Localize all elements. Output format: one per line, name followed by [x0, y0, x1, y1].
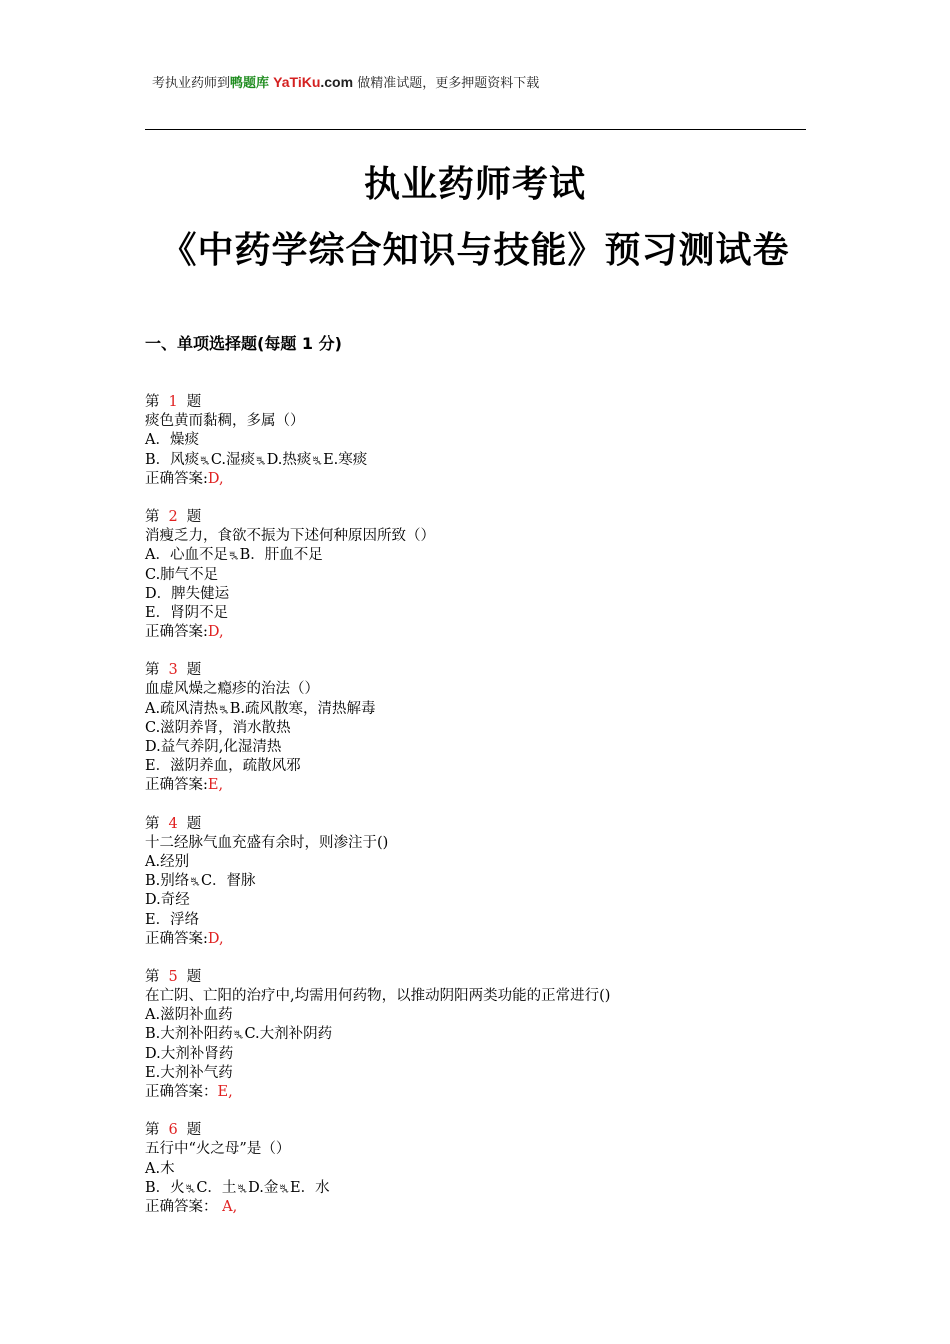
option-text: A．心血不足	[145, 547, 228, 564]
option-text: D.大剂补肾药	[145, 1045, 234, 1062]
option-text: B．火	[145, 1179, 185, 1196]
separator-glyph: ꔩ	[256, 455, 266, 467]
option-line	[145, 431, 825, 450]
option-text: E.寒痰	[323, 451, 368, 468]
question-number-line	[145, 661, 825, 680]
option-text: E.大剂补气药	[145, 1064, 233, 1081]
option-line	[145, 1064, 825, 1083]
brand-name-en[interactable]: YaTiKu	[273, 74, 321, 90]
option-line	[145, 1006, 825, 1025]
answer-value: E,	[217, 1084, 233, 1100]
brand-domain[interactable]: .com	[320, 74, 354, 90]
question-prefix: 第	[145, 662, 160, 679]
question-block	[145, 508, 825, 642]
answer-label: 正确答案:	[145, 624, 208, 641]
question-number: 2	[168, 508, 178, 525]
answer-value: D,	[207, 930, 224, 947]
answer-value: D,	[207, 470, 224, 487]
question-stem: 在亡阴、亡阳的治疗中,均需用何药物，以推动阴阳两类功能的正常进行()	[145, 988, 611, 1005]
question-list	[145, 393, 825, 1236]
question-number-line	[145, 815, 825, 834]
answer-value: A,	[217, 1198, 238, 1215]
answer-value: E,	[207, 777, 224, 794]
separator-glyph: ꔩ	[185, 1183, 196, 1195]
option-text: C.湿痰	[210, 451, 256, 468]
option-text: C.大剂补阴药	[244, 1026, 333, 1043]
option-line	[145, 1045, 825, 1064]
question-block	[145, 968, 825, 1102]
question-stem: 消瘦乏力，食欲不振为下述何种原因所致（）	[145, 528, 435, 545]
separator-glyph: ꔩ	[190, 877, 200, 889]
question-number: 6	[168, 1122, 178, 1139]
question-number: 5	[168, 968, 178, 985]
answer-label: 正确答案:	[145, 930, 208, 947]
question-suffix: 题	[186, 1122, 202, 1139]
separator-glyph: ꔩ	[228, 551, 239, 563]
question-prefix: 第	[145, 1122, 160, 1139]
answer-line	[145, 1083, 825, 1102]
option-line	[145, 604, 825, 623]
option-text: D.金	[248, 1179, 279, 1196]
question-suffix: 题	[186, 508, 202, 525]
question-number: 3	[168, 662, 178, 679]
question-prefix: 第	[145, 968, 160, 985]
question-number-line	[145, 1121, 825, 1140]
option-text: D.益气养阴,化湿清热	[145, 739, 282, 755]
answer-line	[145, 470, 825, 489]
option-text: E．肾阴不足	[145, 604, 229, 621]
option-text: A.木	[145, 1160, 175, 1177]
separator-glyph: ꔩ	[312, 455, 323, 467]
option-line	[145, 872, 825, 891]
question-suffix: 题	[186, 662, 202, 679]
answer-line	[145, 930, 825, 949]
answer-label: 正确答案:	[145, 777, 208, 794]
header-suffix: 做精准试题，更多押题资料下载	[357, 76, 540, 91]
option-text: D．脾失健运	[145, 585, 230, 602]
option-text: A.经别	[145, 853, 190, 870]
option-text: B．肝血不足	[239, 547, 323, 564]
question-block	[145, 1121, 825, 1217]
option-line	[145, 566, 825, 585]
answer-line	[145, 623, 825, 642]
answer-line	[145, 776, 825, 795]
option-line	[145, 891, 825, 910]
option-line	[145, 1160, 825, 1179]
page-header	[152, 72, 539, 91]
question-block	[145, 815, 825, 949]
question-stem: 血虚风燥之瘾疹的治法（）	[145, 681, 319, 698]
question-stem: 痰色黄而黏稠，多属（）	[145, 413, 305, 430]
question-suffix: 题	[186, 968, 202, 985]
header-prefix: 考执业药师到	[152, 76, 231, 91]
option-text: C．土	[196, 1179, 237, 1196]
option-line	[145, 719, 825, 738]
separator-glyph: ꔩ	[200, 455, 210, 467]
separator-glyph: ꔩ	[279, 1183, 289, 1195]
option-text: B.别络	[145, 873, 190, 890]
option-text: B.大剂补阳药	[145, 1026, 233, 1043]
answer-value: D,	[207, 624, 224, 641]
option-text: C.滋阴养肾，消水散热	[145, 719, 291, 736]
option-line	[145, 911, 825, 930]
separator-glyph: ꔩ	[237, 1183, 248, 1195]
option-text: A．燥痰	[145, 432, 199, 449]
question-stem: 十二经脉气血充盛有余时，则渗注于()	[145, 834, 389, 851]
question-block	[145, 661, 825, 795]
option-line	[145, 451, 825, 470]
question-prefix: 第	[145, 394, 160, 410]
section-heading: 一、单项选择题(每题 1 分)	[145, 334, 342, 353]
option-line	[145, 585, 825, 604]
question-suffix: 题	[186, 815, 202, 832]
option-line	[145, 738, 825, 757]
question-number: 1	[168, 394, 178, 410]
separator-glyph: ꔩ	[233, 1030, 244, 1042]
question-prefix: 第	[145, 508, 160, 525]
option-line	[145, 700, 825, 719]
option-text: E．浮络	[145, 911, 200, 928]
question-prefix: 第	[145, 815, 160, 832]
answer-label: 正确答案：	[145, 1198, 218, 1215]
option-text: B.疏风散寒，清热解毒	[229, 700, 376, 717]
option-line	[145, 757, 825, 776]
separator-glyph: ꔩ	[219, 704, 229, 716]
question-number-line	[145, 968, 825, 987]
question-block	[145, 393, 825, 489]
question-number-line	[145, 508, 825, 527]
answer-label: 正确答案：	[145, 1084, 218, 1100]
answer-line	[145, 1198, 825, 1217]
option-text: D.热痰	[266, 451, 312, 468]
doc-title-line2: 《中药学综合知识与技能》预习测试卷	[160, 230, 790, 271]
question-stem: 五行中“火之母”是（）	[145, 1141, 291, 1158]
option-text: B．风痰	[145, 451, 200, 468]
option-text: E．滋阴养血，疏散风邪	[145, 758, 301, 775]
answer-label: 正确答案:	[145, 470, 208, 487]
option-text: A.疏风清热	[145, 700, 219, 717]
option-line	[145, 546, 825, 565]
header-divider	[145, 129, 806, 130]
brand-name-cn[interactable]: 鸭题库	[230, 76, 270, 91]
option-line	[145, 853, 825, 872]
option-text: C．督脉	[200, 873, 256, 890]
question-number-line	[145, 393, 825, 412]
option-text: D.奇经	[145, 892, 190, 909]
option-text: A.滋阴补血药	[145, 1007, 233, 1024]
doc-title-line1: 执业药师考试	[363, 164, 586, 205]
option-line	[145, 1179, 825, 1198]
option-line	[145, 1025, 825, 1044]
question-suffix: 题	[186, 394, 202, 410]
option-text: C.肺气不足	[145, 566, 219, 583]
option-text: E．水	[290, 1179, 330, 1196]
question-number: 4	[168, 815, 178, 832]
